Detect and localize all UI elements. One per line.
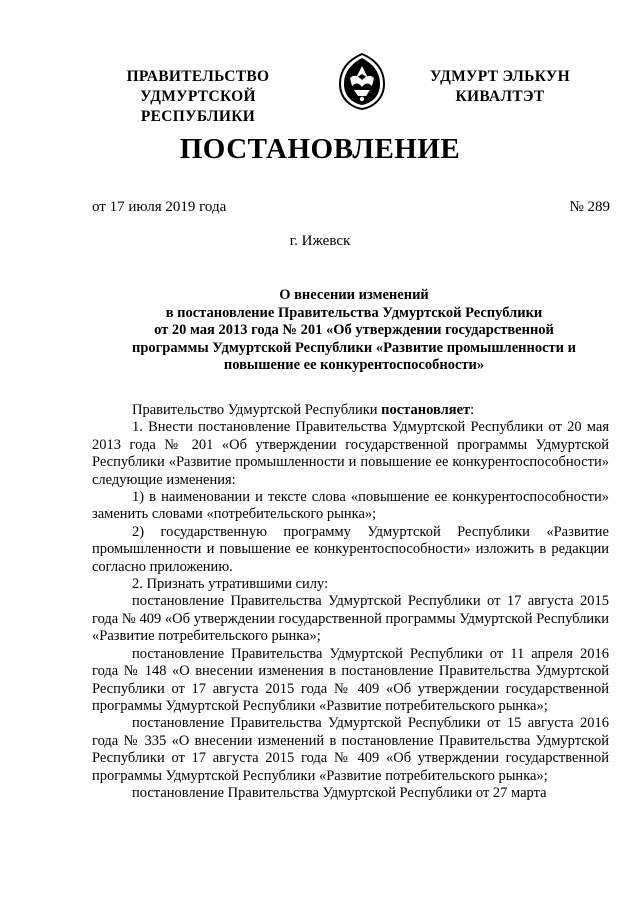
government-name-udmurt-line2: КИВАЛТЭТ <box>455 88 545 105</box>
document-subject <box>92 287 616 375</box>
document-date: от 17 июля 2019 года <box>92 199 227 215</box>
paragraph-1-item-1: 1) в наименовании и тексте слова «повышение ее конкурентоспособности» заменить словами «потребительского рынка»; <box>92 489 609 523</box>
paragraph-2: 2. Признать утратившими силу: <box>132 576 329 593</box>
intro-colon: : <box>470 402 475 418</box>
government-name-udmurt <box>420 67 580 107</box>
document-number: № 289 <box>569 199 610 215</box>
government-name-russian <box>88 67 308 127</box>
paragraph-2-item-3: постановление Правительства Удмуртской Республики от 15 августа 2016 года № 335 «О внесении изменений в постановление Правительства Удмуртской Республики от 17 августа 2015 года № 409 «Об утверждении государственной программы Удмуртской Республики «Развитие потребительского рынка»; <box>92 715 609 784</box>
paragraph-1-item-2: 2) государственную программу Удмуртской Республики «Развитие промышленности и повышение ее конкурентоспособности» изложить в редакции согласно приложению. <box>92 523 609 575</box>
subject-line: в постановление Правительства Удмуртской Республики <box>165 304 543 321</box>
document-city: г. Ижевск <box>289 233 351 249</box>
subject-line: от 20 мая 2013 года № 201 «Об утверждении государственной <box>154 322 554 338</box>
document-title: ПОСТАНОВЛЕНИЕ <box>179 133 461 165</box>
paragraph-2-item-2: постановление Правительства Удмуртской Республики от 11 апреля 2016 года № 148 «О внесении изменения в постановление Правительства Удмуртской Республики от 17 августа 2015 года № 409 «Об утверждении государственной программы Удмуртской Республики «Развитие потребительского рынка»; <box>92 645 609 714</box>
government-name-line1: ПРАВИТЕЛЬСТВО <box>126 68 270 85</box>
intro-text: Правительство Удмуртской Республики <box>132 402 382 418</box>
subject-line: повышение ее конкурентоспособности» <box>223 357 485 373</box>
paragraph-2-item-4: постановление Правительства Удмуртской Республики от 27 марта <box>132 784 547 801</box>
government-name-line2: УДМУРТСКОЙ РЕСПУБЛИКИ <box>140 88 256 125</box>
paragraph-1: 1. Внести постановление Правительства Удмуртской Республики от 20 мая 2013 года № 201 «Об утверждении государственной программы Удмуртской Республики «Развитие промышленности и повышение ее конкурентоспособности» следующие изменения: <box>92 419 609 488</box>
government-name-udmurt-line1: УДМУРТ ЭЛЬКУН <box>430 68 570 85</box>
document-body <box>92 402 609 802</box>
intro-paragraph <box>92 402 609 419</box>
subject-line: программы Удмуртской Республики «Развитие промышленности и <box>132 339 576 356</box>
intro-bold: постановляет <box>381 402 471 418</box>
udmurtia-coat-of-arms-icon <box>336 52 388 110</box>
paragraph-2-item-1: постановление Правительства Удмуртской Республики от 17 августа 2015 года № 409 «Об утверждении государственной программы Удмуртской Республики «Развитие потребительского рынка»; <box>92 593 609 645</box>
subject-line: О внесении изменений <box>279 287 429 303</box>
